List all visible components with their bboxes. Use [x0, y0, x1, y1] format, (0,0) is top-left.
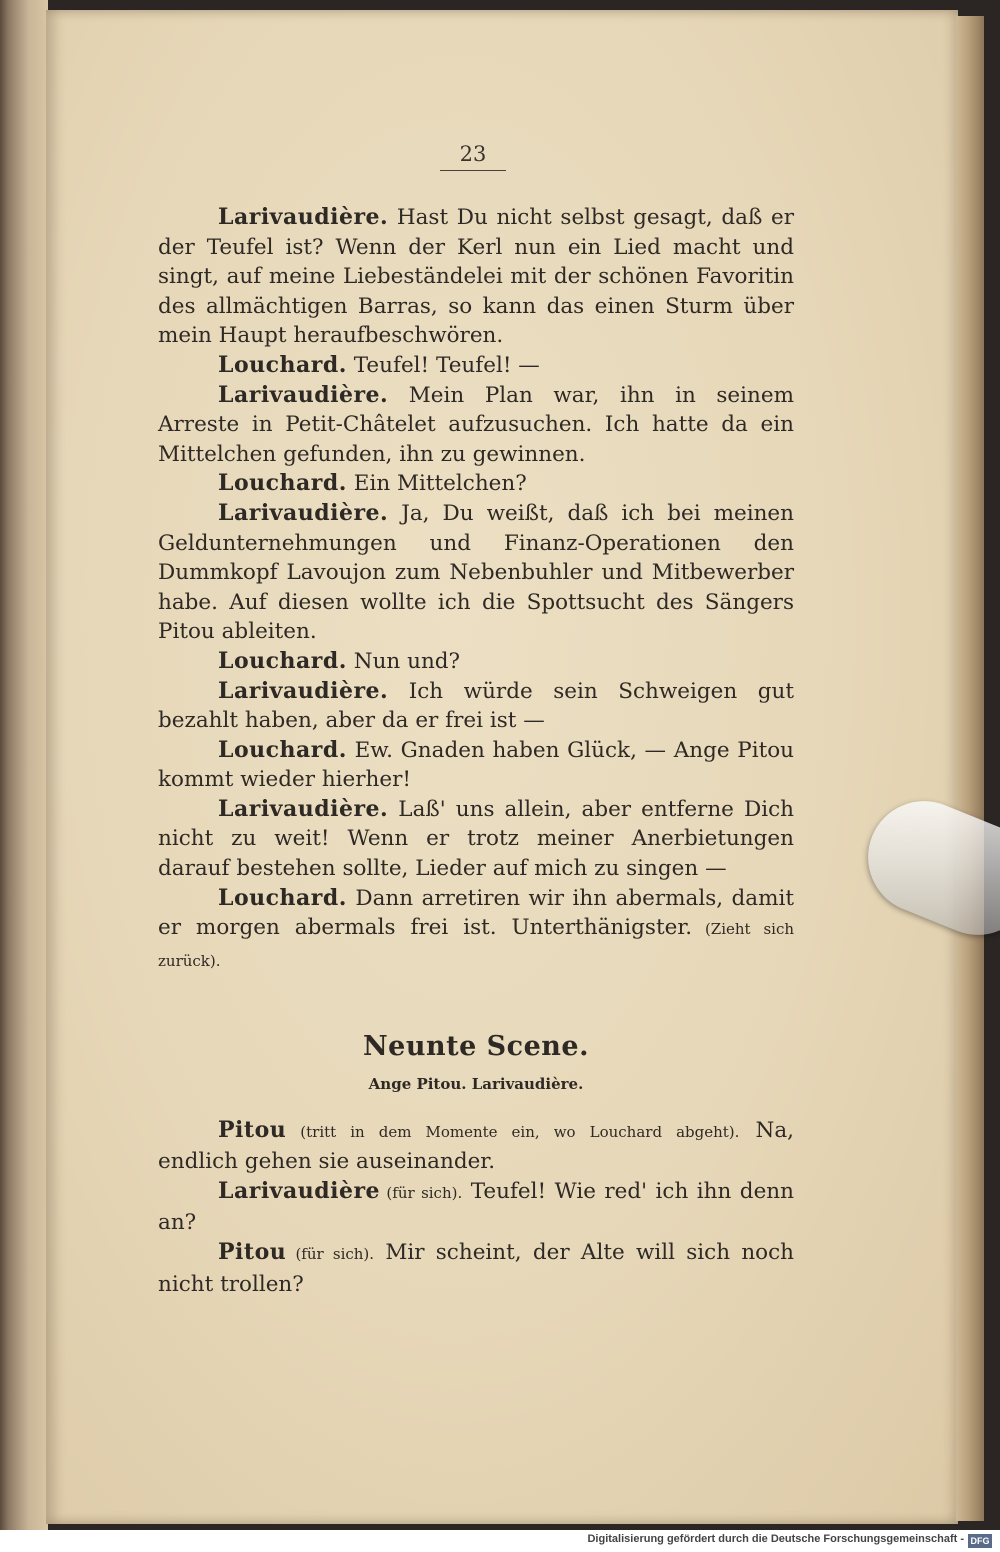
stage-direction: (Zieht sich zurück).	[158, 920, 795, 970]
paragraph	[158, 1116, 794, 1177]
dialogue-text: Ich würde sein Schweigen gut bezahlt haben, aber da er frei ist —	[158, 678, 794, 734]
dfg-logo: DFG	[968, 1534, 992, 1548]
speaker-name: Larivaudière.	[218, 677, 389, 704]
speaker-name: Larivaudière.	[218, 204, 389, 230]
dialogue-text: Na, endlich gehen sie auseinander.	[158, 1117, 794, 1175]
stage-direction: (tritt in dem Momente ein, wo Louchard abgeht).	[286, 1122, 740, 1141]
dialogue-text: Teufel! Teufel! —	[346, 352, 540, 378]
scene-heading: Neunte Scene.	[363, 1031, 589, 1063]
speaker-name: Louchard.	[218, 351, 347, 378]
dialogue-text: Ew. Gnaden haben Glück, — Ange Pitou kommt wieder hierher!	[158, 737, 794, 793]
scene-persons: Ange Pitou. Larivaudière.	[368, 1075, 584, 1094]
paragraph	[158, 203, 794, 351]
stage-direction: (für sich).	[286, 1245, 375, 1263]
speaker-name: Louchard.	[218, 470, 347, 497]
right-page-edge	[956, 16, 984, 1521]
paragraph	[158, 1177, 794, 1238]
paragraph	[158, 736, 794, 795]
funding-notice: Digitalisierung gefördert durch die Deutsche Forschungsgemeinschaft -	[587, 1533, 964, 1545]
paragraph	[158, 795, 794, 884]
speaker-name: Pitou	[218, 1239, 287, 1265]
paragraph	[158, 1238, 794, 1299]
dialogue-text: Ja, Du weißt, daß ich bei meinen Geldunternehmungen und Finanz-Operationen den Dummkopf Lavoujon zum Nebenbuhler und Mitbewerber habe. Auf diesen wollte ich die Spottsucht des Sängers Pitou ableiten.	[158, 500, 794, 645]
speaker-name: Larivaudière.	[218, 795, 389, 822]
dialogue-text: Hast Du nicht selbst gesagt, daß er der Teufel ist? Wenn der Kerl nun ein Lied macht und singt, auf meine Liebeständelei mit der schönen Favoritin des allmächtigen Barras, so kann das einen Sturm über mein Haupt heraufbeschwören.	[158, 205, 794, 349]
paragraph	[158, 351, 794, 381]
paragraph	[158, 647, 794, 677]
dialogue-text: Teufel! Wie red' ich ihn denn an?	[158, 1178, 794, 1236]
speaker-name: Larivaudière.	[218, 499, 389, 526]
dialogue-text: Mein Plan war, ihn in seinem Arreste in Petit-Châtelet aufzusuchen. Ich hatte da ein Mittelchen gefunden, ihn zu gewinnen.	[158, 382, 794, 467]
dialogue-text: Laß' uns allein, aber entferne Dich nicht zu weit! Wenn er trotz meiner Anerbietungen darauf bestehen sollte, Lieder auf mich zu singen —	[158, 796, 794, 882]
page-number: 23	[440, 142, 506, 171]
paragraph	[158, 499, 794, 647]
body-text	[158, 203, 794, 1299]
footer-bar	[0, 1530, 1000, 1552]
paragraph	[158, 469, 794, 499]
paragraph	[158, 381, 794, 470]
stage-direction: (für sich).	[380, 1183, 463, 1202]
paragraph	[158, 884, 794, 977]
dialogue-text: Dann arretiren wir ihn abermals, damit er morgen abermals frei ist. Unterthänigster.	[158, 885, 794, 941]
left-page-edge	[0, 0, 48, 1530]
dialogue-text: Mir scheint, der Alte will sich noch nicht trollen?	[158, 1240, 795, 1297]
speaker-name: Larivaudière	[218, 1177, 381, 1204]
paragraph	[158, 677, 794, 736]
speaker-name: Louchard.	[218, 647, 347, 674]
dialogue-text: Nun und?	[346, 648, 461, 674]
dialogue-text: Ein Mittelchen?	[346, 471, 527, 497]
speaker-name: Pitou	[218, 1116, 287, 1143]
speaker-name: Louchard.	[218, 884, 347, 911]
speaker-name: Louchard.	[218, 736, 347, 763]
speaker-name: Larivaudière.	[218, 381, 389, 408]
